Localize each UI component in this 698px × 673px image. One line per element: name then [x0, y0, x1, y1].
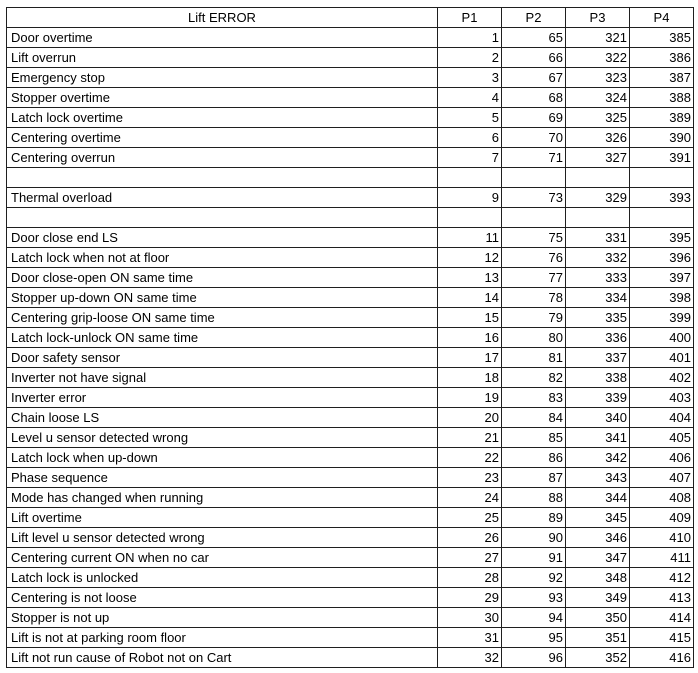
p3-cell: 344 [566, 488, 630, 508]
p1-cell: 18 [438, 368, 502, 388]
p3-cell: 335 [566, 308, 630, 328]
table-row [7, 128, 694, 148]
error-name-cell: Phase sequence [7, 468, 438, 488]
table-row [7, 208, 694, 228]
p1-cell: 22 [438, 448, 502, 468]
error-name-cell: Latch lock when up-down [7, 448, 438, 468]
p3-cell: 346 [566, 528, 630, 548]
error-name-cell: Door close end LS [7, 228, 438, 248]
p2-cell: 90 [502, 528, 566, 548]
table-row [7, 648, 694, 668]
error-name-cell: Lift overrun [7, 48, 438, 68]
p2-cell: 71 [502, 148, 566, 168]
p1-cell: 20 [438, 408, 502, 428]
p3-cell: 337 [566, 348, 630, 368]
p1-cell: 31 [438, 628, 502, 648]
p3-cell: 341 [566, 428, 630, 448]
p3-cell: 327 [566, 148, 630, 168]
table-row [7, 608, 694, 628]
p4-cell: 400 [630, 328, 694, 348]
table-body [7, 28, 694, 668]
error-name-cell: Thermal overload [7, 188, 438, 208]
error-name-cell: Level u sensor detected wrong [7, 428, 438, 448]
p2-cell: 88 [502, 488, 566, 508]
p3-cell: 340 [566, 408, 630, 428]
p1-cell: 3 [438, 68, 502, 88]
table-row [7, 488, 694, 508]
p4-cell: 402 [630, 368, 694, 388]
error-name-cell: Centering grip-loose ON same time [7, 308, 438, 328]
p4-cell: 391 [630, 148, 694, 168]
error-name-cell: Stopper is not up [7, 608, 438, 628]
p3-cell: 324 [566, 88, 630, 108]
header-lift-error: Lift ERROR [7, 8, 438, 28]
p3-cell: 339 [566, 388, 630, 408]
p2-cell: 66 [502, 48, 566, 68]
p3-cell: 332 [566, 248, 630, 268]
table-row [7, 588, 694, 608]
error-name-cell: Door safety sensor [7, 348, 438, 368]
p2-cell: 85 [502, 428, 566, 448]
p3-cell: 323 [566, 68, 630, 88]
error-name-cell: Door close-open ON same time [7, 268, 438, 288]
error-name-cell: Latch lock-unlock ON same time [7, 328, 438, 348]
p2-cell: 92 [502, 568, 566, 588]
table-row [7, 408, 694, 428]
table-row [7, 28, 694, 48]
table-row [7, 148, 694, 168]
p4-cell: 398 [630, 288, 694, 308]
table-row [7, 568, 694, 588]
p4-cell: 399 [630, 308, 694, 328]
p2-cell: 86 [502, 448, 566, 468]
table-row [7, 168, 694, 188]
p3-cell: 334 [566, 288, 630, 308]
p4-cell [630, 168, 694, 188]
p2-cell: 94 [502, 608, 566, 628]
error-name-cell: Latch lock is unlocked [7, 568, 438, 588]
p1-cell: 16 [438, 328, 502, 348]
p1-cell: 28 [438, 568, 502, 588]
table-row [7, 228, 694, 248]
p3-cell: 351 [566, 628, 630, 648]
error-name-cell: Door overtime [7, 28, 438, 48]
table-row [7, 288, 694, 308]
p4-cell: 395 [630, 228, 694, 248]
p2-cell [502, 208, 566, 228]
p4-cell: 393 [630, 188, 694, 208]
error-name-cell: Lift overtime [7, 508, 438, 528]
p3-cell: 343 [566, 468, 630, 488]
p4-cell: 413 [630, 588, 694, 608]
p4-cell: 405 [630, 428, 694, 448]
p3-cell: 342 [566, 448, 630, 468]
p4-cell: 404 [630, 408, 694, 428]
table-row [7, 108, 694, 128]
p2-cell: 83 [502, 388, 566, 408]
p2-cell: 68 [502, 88, 566, 108]
p2-cell: 81 [502, 348, 566, 368]
header-p1: P1 [438, 8, 502, 28]
p4-cell: 390 [630, 128, 694, 148]
table-row [7, 68, 694, 88]
table-row [7, 508, 694, 528]
p3-cell: 331 [566, 228, 630, 248]
error-name-cell: Centering is not loose [7, 588, 438, 608]
header-p4: P4 [630, 8, 694, 28]
p4-cell: 385 [630, 28, 694, 48]
p4-cell [630, 208, 694, 228]
header-p3: P3 [566, 8, 630, 28]
table-row [7, 548, 694, 568]
p4-cell: 396 [630, 248, 694, 268]
p4-cell: 415 [630, 628, 694, 648]
p1-cell: 27 [438, 548, 502, 568]
p2-cell: 76 [502, 248, 566, 268]
p3-cell: 329 [566, 188, 630, 208]
p1-cell: 4 [438, 88, 502, 108]
p4-cell: 408 [630, 488, 694, 508]
p4-cell: 401 [630, 348, 694, 368]
table-row [7, 428, 694, 448]
p1-cell: 23 [438, 468, 502, 488]
table-row [7, 88, 694, 108]
error-name-cell: Chain loose LS [7, 408, 438, 428]
p3-cell: 352 [566, 648, 630, 668]
p2-cell: 70 [502, 128, 566, 148]
p4-cell: 403 [630, 388, 694, 408]
error-name-cell: Centering overrun [7, 148, 438, 168]
error-name-cell: Lift is not at parking room floor [7, 628, 438, 648]
p2-cell: 87 [502, 468, 566, 488]
p3-cell: 336 [566, 328, 630, 348]
p2-cell: 73 [502, 188, 566, 208]
p3-cell: 345 [566, 508, 630, 528]
p4-cell: 416 [630, 648, 694, 668]
p2-cell: 78 [502, 288, 566, 308]
table-row [7, 628, 694, 648]
p2-cell [502, 168, 566, 188]
p4-cell: 414 [630, 608, 694, 628]
p1-cell: 15 [438, 308, 502, 328]
p4-cell: 411 [630, 548, 694, 568]
error-name-cell: Centering current ON when no car [7, 548, 438, 568]
p2-cell: 80 [502, 328, 566, 348]
p2-cell: 69 [502, 108, 566, 128]
lift-error-table [6, 7, 694, 668]
table-row [7, 268, 694, 288]
p1-cell: 5 [438, 108, 502, 128]
error-name-cell: Lift level u sensor detected wrong [7, 528, 438, 548]
table-row [7, 468, 694, 488]
table-row [7, 328, 694, 348]
p1-cell: 19 [438, 388, 502, 408]
p2-cell: 96 [502, 648, 566, 668]
p2-cell: 93 [502, 588, 566, 608]
p3-cell: 322 [566, 48, 630, 68]
p3-cell: 348 [566, 568, 630, 588]
p4-cell: 410 [630, 528, 694, 548]
p3-cell: 321 [566, 28, 630, 48]
p4-cell: 388 [630, 88, 694, 108]
p3-cell: 338 [566, 368, 630, 388]
p2-cell: 82 [502, 368, 566, 388]
p3-cell: 326 [566, 128, 630, 148]
p2-cell: 65 [502, 28, 566, 48]
error-name-cell [7, 168, 438, 188]
p1-cell: 12 [438, 248, 502, 268]
p3-cell [566, 168, 630, 188]
p1-cell: 13 [438, 268, 502, 288]
p1-cell: 1 [438, 28, 502, 48]
p3-cell: 325 [566, 108, 630, 128]
p1-cell: 6 [438, 128, 502, 148]
table-row [7, 188, 694, 208]
p4-cell: 409 [630, 508, 694, 528]
p1-cell: 24 [438, 488, 502, 508]
p2-cell: 84 [502, 408, 566, 428]
p1-cell: 26 [438, 528, 502, 548]
p3-cell: 349 [566, 588, 630, 608]
error-name-cell: Emergency stop [7, 68, 438, 88]
p1-cell: 11 [438, 228, 502, 248]
p4-cell: 387 [630, 68, 694, 88]
error-name-cell: Latch lock when not at floor [7, 248, 438, 268]
p1-cell: 30 [438, 608, 502, 628]
error-name-cell: Mode has changed when running [7, 488, 438, 508]
p2-cell: 77 [502, 268, 566, 288]
p1-cell: 25 [438, 508, 502, 528]
table-row [7, 528, 694, 548]
p4-cell: 386 [630, 48, 694, 68]
p4-cell: 407 [630, 468, 694, 488]
p1-cell: 14 [438, 288, 502, 308]
p4-cell: 397 [630, 268, 694, 288]
p1-cell: 17 [438, 348, 502, 368]
table-row [7, 248, 694, 268]
p1-cell: 2 [438, 48, 502, 68]
p3-cell: 350 [566, 608, 630, 628]
error-name-cell: Lift not run cause of Robot not on Cart [7, 648, 438, 668]
p2-cell: 79 [502, 308, 566, 328]
table-row [7, 368, 694, 388]
header-row [7, 8, 694, 28]
p1-cell [438, 208, 502, 228]
header-p2: P2 [502, 8, 566, 28]
p2-cell: 67 [502, 68, 566, 88]
p4-cell: 412 [630, 568, 694, 588]
p1-cell: 21 [438, 428, 502, 448]
table-header [7, 8, 694, 28]
p2-cell: 89 [502, 508, 566, 528]
table-row [7, 48, 694, 68]
table-row [7, 448, 694, 468]
p4-cell: 389 [630, 108, 694, 128]
p2-cell: 75 [502, 228, 566, 248]
p1-cell: 9 [438, 188, 502, 208]
p4-cell: 406 [630, 448, 694, 468]
p3-cell: 333 [566, 268, 630, 288]
p1-cell [438, 168, 502, 188]
p2-cell: 95 [502, 628, 566, 648]
p1-cell: 7 [438, 148, 502, 168]
p1-cell: 32 [438, 648, 502, 668]
error-name-cell: Latch lock overtime [7, 108, 438, 128]
p2-cell: 91 [502, 548, 566, 568]
table-row [7, 388, 694, 408]
table-row [7, 308, 694, 328]
error-name-cell: Stopper up-down ON same time [7, 288, 438, 308]
p3-cell [566, 208, 630, 228]
error-name-cell: Inverter not have signal [7, 368, 438, 388]
error-name-cell: Inverter error [7, 388, 438, 408]
error-name-cell: Centering overtime [7, 128, 438, 148]
error-name-cell [7, 208, 438, 228]
p1-cell: 29 [438, 588, 502, 608]
error-name-cell: Stopper overtime [7, 88, 438, 108]
table-row [7, 348, 694, 368]
p3-cell: 347 [566, 548, 630, 568]
